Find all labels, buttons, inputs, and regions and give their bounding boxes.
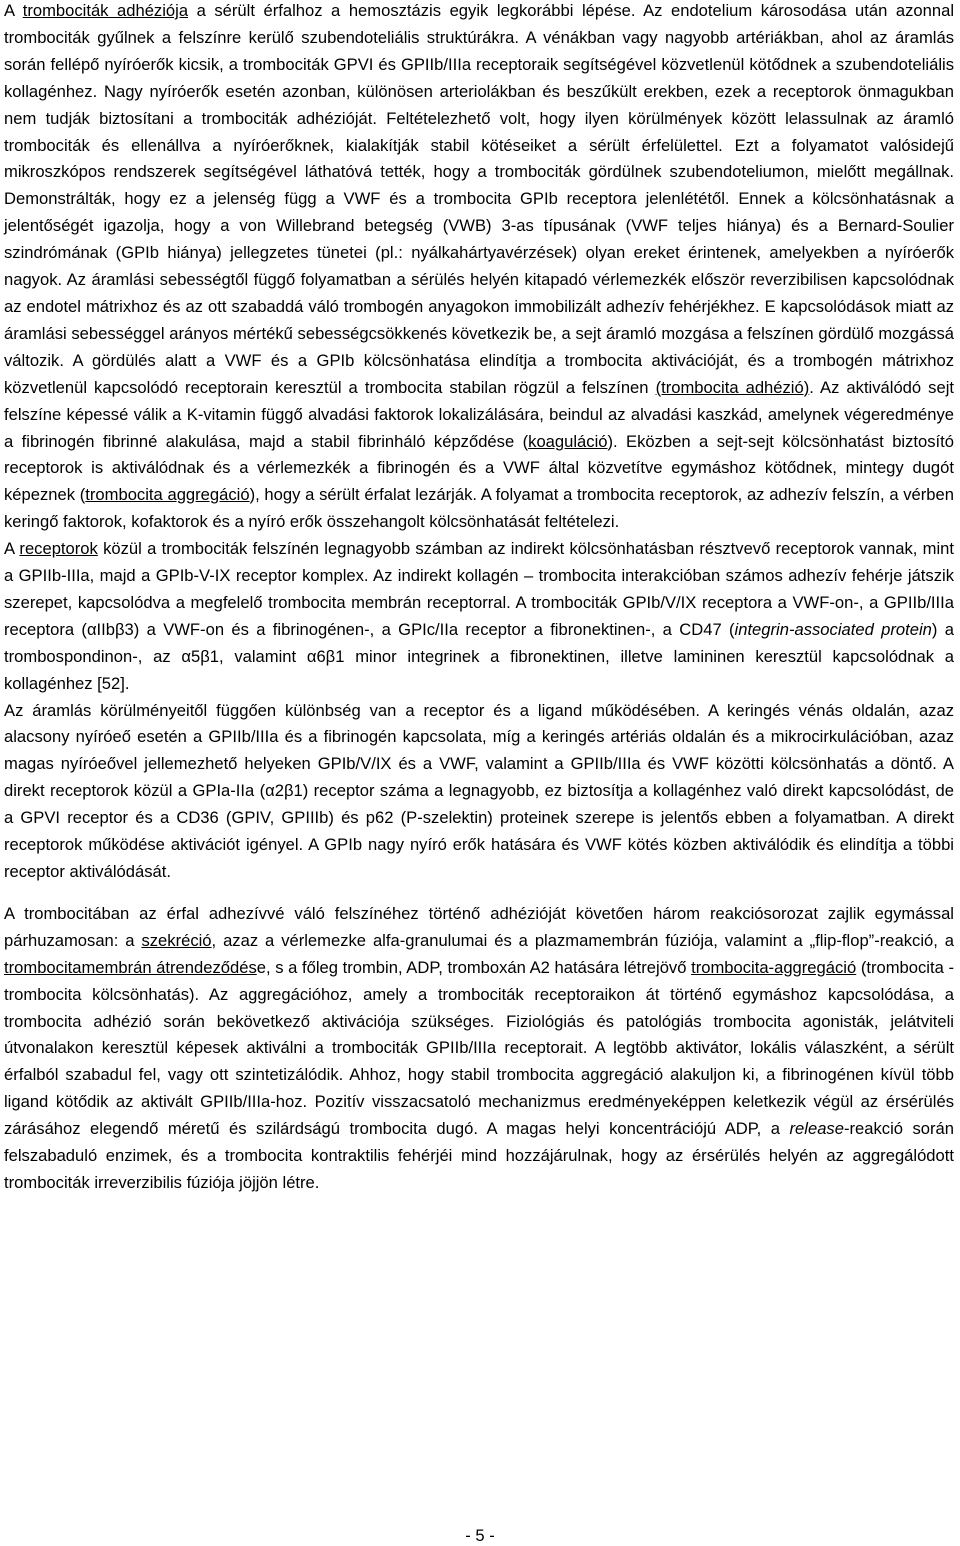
paragraph-receptors xyxy=(4,536,954,697)
text-run: , azaz a vérlemezke alfa-granulumai és a plazmamembrán fúziója, valamint a „flip-flop”-reakció, a xyxy=(211,930,954,950)
text-run: ). Eközben a sejt-sejt kölcsönhatást biztosító receptorok is aktiválódnak és a vérlemezkék a fibrinogén és a VWF által közvetítve egymáshoz kötődnek, mintegy dugót képeznek ( xyxy=(4,431,954,505)
page-number: - 5 - xyxy=(465,1526,495,1545)
italic-term: integrin-associated protein xyxy=(734,619,932,639)
text-run: . Az aktiválódó sejt felszíne képessé válik a K-vitamin függő alvadási faktorok lokalizálására, beindul az alvadási kaszkád, amelynek végeredménye a fibrinogén fibrinné alakulása, majd a stabil fibrinháló képződése ( xyxy=(4,377,955,451)
document-page xyxy=(4,0,954,1197)
text-run: A trombocitában az érfal adhezívvé váló felszínéhez történő adhézióját követően három reakciósorozat zajlik egymással párhuzamosan: a xyxy=(4,903,954,950)
link-term: (trombocita adhézió) xyxy=(655,377,810,397)
text-run: A xyxy=(4,539,20,559)
text-run: Az áramlás körülményeitől függően különbség van a receptor és a ligand működésében. A keringés vénás oldalán, azaz alacsony nyíróeő esetén a GPIIb/IIIa és a fibrinogén kapcsolata, míg a keringés artériás oldalán és a mikrocirkulációban, azaz magas nyíróeővel jellemezhető helyeken GPIb/V/IX és a VWF, valamint a GPIIb/IIIa és VWF közötti kölcsönhatás a döntő. A direkt receptorok közül a GPIa-IIa (α2β1) receptor száma a legnagyobb, ez biztosítja a kollagénhez való direkt kapcsolódást, de a GPVI receptor és a CD36 (GPIV, GPIIIb) és p62 (P-szelektin) proteinek szerepe is jelentős ebben a folyamatban. A direkt receptorok működése aktivációt igényel. A GPIb nagy nyíró erők hatására és VWF kötés közben aktiválódik és elindítja a többi receptor aktiválódását. xyxy=(4,700,954,881)
paragraph-platelet-adhesion xyxy=(4,0,954,536)
link-term: trombocitamembrán átrendeződés xyxy=(4,957,257,977)
link-term: szekréció xyxy=(141,930,212,950)
text-run: (trombocita - trombocita kölcsönhatás). Az aggregációhoz, amely a trombociták receptoraikon át történő egymáshoz kapcsolódása, a trombocita adhézió során bekövetkező aktivációja szükséges. Fiziológiás és patológiás trombocita agonisták, jelátviteli útvonalakon keresztül képesek aktiválni a trombociták GPIIb/IIIa receptorait. A legtöbb aktivátor, lokális válaszként, a sérült érfalból szabadul fel, vagy ott szintetizálódik. Ahhoz, hogy stabil trombocita aggregáció alakuljon ki, a fibrinogénen kívül több ligand kötődik az aktivált GPIIb/IIIa-hoz. Pozitív visszacsatoló mechanizmus eredményeképpen keletkezik végül az érsérülés zárásához elegendő méretű és szilárdságú trombocita dugó. A magas helyi koncentrációjú ADP, a xyxy=(4,957,954,1139)
link-term: koaguláció xyxy=(528,431,608,451)
text-run: ), hogy a sérült érfalat lezárják. A folyamat a trombocita receptorok, az adhezív felszín, a vérben keringő faktorok, kofaktorok és a nyíró erők összehangolt kölcsönhatását feltételezi. xyxy=(4,485,954,532)
link-term: receptorok xyxy=(19,539,98,559)
link-term: trombocita aggregáció xyxy=(85,485,250,505)
text-run: a sérült érfalhoz a hemosztázis egyik legkorábbi lépése. Az endotelium károsodása után azonnal trombociták gyűlnek a felszínre kerülő szubendoteliális struktúrákra. A vénákban vagy nagyobb artériákban, ahol az áramlás során fellépő nyíróerők kicsik, a trombociták GPVI és GPIIb/IIIa receptoraik segítségével közvetlenül kötődnek a szubendoteliális kollagénhez. Nagy nyíróerők esetén azonban, különösen arteriolákban és beszűkült erekben, ezek a receptorok önmagukban nem tudják biztosítani a trombociták adhézióját. Feltételezhető volt, hogy ilyen körülmények között lelassulnak az áramló trombociták és ellenállva a nyíróerőknek, kialakítják stabil kötéseiket a sérült érfelülettel. Ezt a folyamatot valósidejű mikroszkópos rendszerek segítségével láthatóvá tették, hogy a trombociták gördülnek szubendoteliumon, mielőtt megállnak. Demonstrálták, hogy ez a jelenség függ a VWF és a trombocita GPIb receptora jelenlététől. Ennek a kölcsönhatásnak a jelentőségét igazolja, hogy a von Willebrand betegség (VWB) 3-as típusának (VWF teljes hiánya) és a Bernard-Soulier szindrómának (GPIb hiánya) jellegzetes tünetei (pl.: nyálkahártyavérzések) olyan ereket érintenek, amelyekben a nyíróerők nagyok. Az áramlási sebességtől függő folyamatban a sérülés helyén kitapadó vérlemezkék először reverzibilisen kapcsolódnak az endotel mátrixhoz és az ott szabaddá váló trombogén anyagokon immobilizált adhezív fehérjékhez. E kapcsolódások miatt az áramlási sebességgel arányos mértékű sebességcsökkenés következik be, a sejt áramló mozgása a felszínen gördülő mozgássá változik. A gördülés alatt a VWF és a GPIb kölcsönhatása elindítja a trombocita aktivációját, és a trombogén mátrixhoz közvetlenül kapcsolódó receptorain keresztül a trombocita stabilan rögzül a felszínen xyxy=(4,1,955,397)
text-run: A xyxy=(4,1,23,20)
text-run: e, s a főleg trombin, ADP, tromboxán A2 hatására létrejövő xyxy=(256,957,692,977)
text-run: ) a trombospondinon-, az α5β1, valamint α6β1 minor integrinek a fibronektinen, illetve lamininen keresztül kapcsolódnak a kollagénhez [52]. xyxy=(4,619,954,693)
link-term: trombocita-aggregáció xyxy=(691,957,857,977)
italic-term: release xyxy=(789,1119,844,1139)
text-run: közül a trombociták felszínén legnagyobb számban az indirekt kölcsönhatásban résztvevő receptorok vannak, mint a GPIIb-IIIa, majd a GPIb-V-IX receptor komplex. Az indirekt kollagén – trombocita interakcióban számos adhezív fehérje játszik szerepet, kapcsolódva a megfelelő trombocita membrán receptorral. A trombociták GPIb/V/IX receptora a VWF-on-, a GPIIb/IIIa receptora (αIIbβ3) a VWF-on és a fibrinogénen-, a GPIc/IIa receptor a fibronektinen-, a CD47 ( xyxy=(4,539,954,639)
paragraph-flow-conditions xyxy=(4,698,954,886)
paragraph-reaction-sequences xyxy=(4,901,954,1197)
text-run: -reakció során felszabaduló enzimek, és a trombocita kontraktilis fehérjéi mind hozzájárulnak, hogy az érsérülés helyén az aggregálódott trombociták irreverzibilis fúziója jöjjön létre. xyxy=(4,1119,954,1192)
link-term: trombociták adhéziója xyxy=(22,1,189,20)
